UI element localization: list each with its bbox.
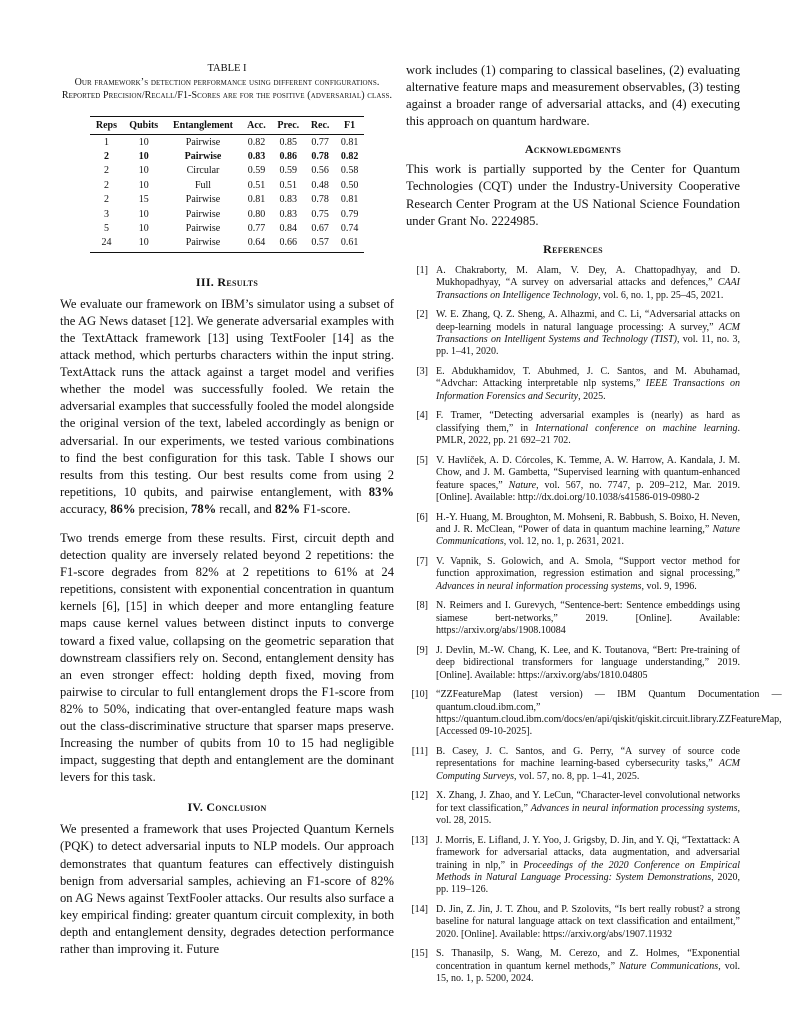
results-paragraph-2: Two trends emerge from these results. First, circuit depth and detection quality are inversely related beyond 2 repetitions: the F1-score degrades from 82% at 2 repetitions to 61% at 24 repetitions, consistent with exponential concentration in quantum kernels [6], [15] in which deeper and more entangling feature maps cause kernel values between distinct inputs to converge toward a fixed value, collapsing on the geometric separation that downstream classifiers rely on. Second, entanglement density has an even stronger effect: holding depth fixed, moving from pairwise to circular to full entanglement drops the F1-score from 82% to 50%, indicating that over-entangled feature maps wash out the class-discriminative structure that sparser maps preserve. Increasing the number of qubits from 10 to 15 had negligible impact, suggesting that depth and entanglement are the dominant levers for this task. (60, 530, 394, 785)
table-row (90, 178, 364, 192)
cell-prec: 0.83 (279, 208, 298, 220)
reference-number: [13] (411, 834, 428, 846)
reference-text (436, 746, 740, 783)
cell-qubits: 15 (138, 194, 149, 206)
cell-entanglement: Pairwise (185, 194, 221, 206)
reference-text (436, 512, 740, 549)
left-column (60, 62, 394, 958)
table-row (90, 221, 364, 235)
reference-text (436, 948, 740, 985)
col-header-acc: Acc. (241, 117, 271, 135)
reference-venue: Nature Communications (619, 960, 719, 972)
cell-acc: 0.82 (247, 136, 266, 148)
cell-qubits: 10 (138, 165, 149, 177)
cell-f1: 0.61 (335, 236, 364, 252)
cell-f1: 0.74 (340, 222, 359, 234)
cell-reps: 2 (103, 165, 109, 177)
reference-details: , vol. 12, no. 1, p. 2631, 2021. (503, 536, 625, 548)
reference-text (436, 556, 740, 593)
reference-venue: ACM Computing Surveys (436, 758, 740, 782)
reference-number: [11] (411, 746, 428, 758)
reference-body: J. Devlin, M.-W. Chang, K. Lee, and K. Toutanova, “Bert: Pre-training of deep bidirectional transformers for language understanding,” 2019. [Online]. Available: https://arxiv.org/abs/1810.04805 (436, 644, 740, 681)
reference-text (436, 410, 740, 447)
reference-item (406, 746, 740, 783)
table-body (90, 135, 364, 253)
cell-acc: 0.59 (247, 165, 266, 177)
table-row (90, 164, 364, 178)
cell-f1: 0.50 (340, 179, 359, 191)
cell-prec: 0.85 (279, 136, 298, 148)
acknowledgments-heading: Acknowledgments (524, 142, 622, 157)
cell-entanglement: Pairwise (185, 136, 221, 148)
best-f1: 82% (274, 501, 301, 516)
cell-entanglement: Pairwise (184, 150, 222, 162)
cell-f1: 0.58 (340, 165, 359, 177)
cell-qubits: 10 (138, 150, 149, 162)
reference-item (406, 309, 740, 359)
cell-prec: 0.86 (279, 150, 298, 162)
reference-item (406, 948, 740, 985)
reference-venue: IEEE Transactions on Information Forensics and Security (436, 378, 740, 402)
reference-item (406, 904, 740, 941)
cell-rec: 0.78 (311, 150, 329, 162)
cell-f1: 0.81 (340, 136, 359, 148)
reference-number: [2] (416, 309, 428, 321)
reference-text (436, 689, 782, 739)
cell-f1: 0.81 (340, 194, 359, 206)
reference-item (406, 512, 740, 549)
reference-body: N. Reimers and I. Gurevych, “Sentence-bert: Sentence embeddings using siamese bert-networks,” 2019. [Online]. Available: https://arxiv.org/abs/1908.10084 (436, 600, 740, 637)
reference-body: V. Vapnik, S. Golowich, and A. Smola, “Support vector method for function approximation, regression estimation and signal processing,” (436, 556, 740, 580)
reference-venue: ACM Transactions on Intelligent Systems and Technology (TIST) (436, 321, 740, 345)
reference-number: [7] (416, 556, 428, 567)
references-heading: References (543, 241, 603, 256)
results-p1-t2: precision, (135, 501, 192, 516)
reference-number: [6] (416, 511, 428, 523)
cell-entanglement: Full (194, 179, 212, 191)
cell-f1: 0.82 (340, 150, 359, 162)
reference-body: J. Morris, E. Lifland, J. Y. Yoo, J. Grigsby, D. Jin, and Y. Qi, “Textattack: A framework for adversarial attacks, data augmentation, and adversarial training in nlp,” in (436, 834, 740, 871)
cell-entanglement: Pairwise (185, 208, 221, 220)
conclusion-paragraph: We presented a framework that uses Projected Quantum Kernels (PQK) to detect adversarial inputs to NLP models. Our approach demonstrates that quantum features can effectively distinguish benign from adversarial samples, achieving an F1-score of 82% on AG News against TextFooler attacks. Our results also surface a key empirical finding: greater quantum circuit complexity, in both depth and entanglement density, degrades detection performance rather than improving it. Future (60, 822, 394, 957)
reference-venue: Nature Communications (436, 524, 740, 548)
cell-qubits: 10 (138, 179, 149, 191)
reference-details: , vol. 15, no. 1, p. 5200, 2024. (436, 960, 740, 985)
reference-item (406, 366, 740, 403)
cell-rec: 0.57 (305, 236, 335, 252)
reference-details: , vol. 57, no. 8, pp. 1–41, 2025. (514, 770, 640, 782)
reference-details: , vol. 11, no. 3, pp. 1–41, 2020. (436, 333, 740, 358)
reference-number: [12] (411, 790, 428, 802)
cell-acc: 0.77 (247, 222, 266, 234)
reference-details: , 2025. (578, 390, 606, 402)
cell-prec: 0.83 (279, 194, 298, 206)
reference-item (406, 835, 740, 897)
reference-venue: Advances in neural information processing systems (436, 580, 642, 592)
reference-number: [15] (411, 948, 428, 960)
reference-body: E. Abdukhamidov, T. Abuhmed, J. C. Santos, and M. Abuhamad, “Advchar: Attacking interpretable nlp systems,” (436, 365, 740, 390)
reference-text (436, 265, 740, 302)
col-header-prec: Prec. (271, 117, 305, 135)
reference-number: [14] (411, 904, 428, 916)
table-label: TABLE I (207, 63, 247, 74)
reference-text (436, 904, 740, 941)
results-p1-t1: accuracy, (60, 501, 111, 516)
reference-venue: Proceedings of the 2020 Conference on Empirical Methods in Natural Language Processing: System Demonstrations (436, 859, 740, 884)
acknowledgments-text: This work is partially supported by the Center for Quantum Technologies (CQT) under the Industry-University Cooperative Research Center Program at the US National Science Foundation under Grant No. 2224985. (406, 162, 740, 228)
results-p1-text: We evaluate our framework on IBM’s simulator using a subset of the AG News dataset [12]. We generate adversarial examples with the TextAttack framework [13] using TextFooler [14] as the attack method, which perturbs characters within the input string. TextAttack runs the attack against a target model and verifies whether the model was successfully fooled. We retain the adversarial examples that successfully fooled the model alongside the original version of the text, labeled accordingly as benign or adversarial. In our experiments, we tested various combinations to find the best configuration for this task. Table I shows our results from this testing. Our best results come from using 2 repetitions, 10 qubits, and pairwise entanglement, with (60, 296, 394, 499)
results-p1-t3: recall, and (216, 501, 275, 516)
reference-list (406, 264, 782, 986)
reference-body: V. Havlíček, A. D. Córcoles, K. Temme, A. W. Harrow, A. Kandala, J. M. Chow, and J. M. Gambetta, “Supervised learning with quantum-enhanced feature spaces,” (436, 454, 740, 491)
table-row (90, 193, 364, 207)
reference-text (436, 309, 740, 359)
cell-acc: 0.81 (247, 194, 266, 206)
cell-entanglement: Circular (186, 165, 220, 177)
reference-body: W. E. Zhang, Q. Z. Sheng, A. Alhazmi, and C. Li, “Adversarial attacks on deep-learning models in natural language processing: A survey,” (436, 309, 740, 333)
right-column (406, 62, 782, 993)
reference-details: , 2020, pp. 119–126. (436, 872, 740, 896)
results-paragraph-1 (60, 296, 394, 518)
reference-number: [8] (416, 600, 428, 612)
cell-qubits: 10 (123, 236, 165, 252)
reference-details: , vol. 6, no. 1, pp. 25–45, 2021. (598, 289, 724, 301)
reference-number: [3] (416, 365, 428, 377)
reference-number: [10] (411, 689, 428, 701)
reference-number: [5] (416, 454, 428, 466)
table-row (90, 236, 364, 252)
reference-item (406, 410, 740, 447)
reference-item (406, 645, 740, 682)
reference-details: . PMLR, 2022, pp. 21 692–21 702. (436, 422, 740, 447)
cell-entanglement: Pairwise (165, 236, 242, 252)
cell-prec: 0.59 (279, 165, 298, 177)
results-table (90, 116, 364, 253)
best-recall: 78% (191, 501, 217, 516)
reference-details: , vol. 28, 2015. (436, 802, 740, 827)
cell-qubits: 10 (138, 136, 149, 148)
col-header-f1: F1 (335, 117, 364, 135)
cell-prec: 0.84 (279, 222, 298, 234)
col-header-entanglement: Entanglement (165, 117, 242, 135)
reference-text (436, 600, 740, 637)
reference-body: H.-Y. Huang, M. Broughton, M. Mohseni, R. Babbush, S. Boixo, H. Neven, and J. R. McClean, “Power of data in quantum machine learning,” (436, 511, 740, 535)
cell-acc: 0.80 (247, 208, 266, 220)
cell-rec: 0.67 (311, 222, 329, 234)
reference-venue: CAAI Transactions on Intelligence Technology (436, 277, 740, 301)
cell-reps: 5 (103, 222, 109, 234)
reference-text (436, 645, 740, 682)
cell-reps: 2 (103, 150, 109, 162)
reference-number: [1] (416, 264, 428, 276)
reference-item (406, 689, 782, 739)
cell-prec: 0.51 (279, 179, 298, 191)
reference-text (436, 455, 740, 505)
cell-rec: 0.56 (311, 165, 329, 177)
col-header-rec: Rec. (305, 117, 335, 135)
table-description: Our framework’s detection performance using different configurations. Reported Precision/Recall/F1-Scores are for the positive (adversarial) class. (61, 77, 393, 101)
cell-reps: 2 (103, 179, 109, 191)
cell-qubits: 10 (138, 208, 149, 220)
reference-body: B. Casey, J. C. Santos, and G. Perry, “A survey of source code representations for machine learning-based cybersecurity tasks,” (436, 746, 740, 770)
reference-venue: Advances in neural information processing systems (530, 802, 738, 814)
reference-body: S. Thanasilp, S. Wang, M. Cerezo, and Z. Holmes, “Exponential concentration in quantum kernel methods,” (436, 948, 740, 972)
cell-acc: 0.64 (241, 236, 271, 252)
cell-entanglement: Pairwise (185, 222, 221, 234)
results-p1-t4: F1-score. (300, 501, 351, 516)
results-heading: III. Results (195, 274, 259, 289)
reference-body: A. Chakraborty, M. Alam, V. Dey, A. Chattopadhyay, and D. Mukhopadhyay, “A survey on adversarial attacks and defences,” (436, 264, 740, 289)
reference-item (406, 455, 740, 505)
reference-body: “ZZFeatureMap (latest version) — IBM Quantum Documentation — quantum.cloud.ibm.com,” https://quantum.cloud.ibm.com/docs/en/api/qiskit/qiskit.circuit.library.ZZFeatureMap, [Accessed 09-10-2025]. (436, 689, 782, 738)
cell-reps: 1 (103, 136, 109, 148)
reference-text (436, 835, 740, 897)
best-precision: 86% (110, 501, 136, 516)
table-header-row (90, 117, 364, 135)
cell-f1: 0.79 (340, 208, 359, 220)
reference-item (406, 790, 740, 827)
reference-body: X. Zhang, J. Zhao, and Y. LeCun, “Character-level convolutional networks for text classification,” (436, 790, 740, 814)
table-row (90, 149, 364, 163)
table-caption (60, 62, 394, 102)
reference-text (436, 366, 740, 403)
cell-prec: 0.66 (271, 236, 305, 252)
cell-reps: 24 (90, 236, 123, 252)
cell-rec: 0.75 (311, 208, 329, 220)
reference-body: D. Jin, Z. Jin, J. T. Zhou, and P. Szolovits, “Is bert really robust? a strong baseline for natural language attack on text classification and entailment,” 2020. [Online]. Available: https://arxiv.org/abs/1907.11932 (436, 904, 740, 940)
reference-venue: International conference on machine learning (535, 422, 738, 434)
cell-qubits: 10 (138, 222, 149, 234)
reference-number: [4] (416, 410, 428, 422)
reference-number: [9] (416, 644, 428, 656)
table-row (90, 135, 364, 150)
cell-rec: 0.78 (311, 194, 329, 206)
reference-item (406, 265, 740, 302)
conclusion-heading: IV. Conclusion (187, 800, 267, 815)
cell-rec: 0.77 (311, 136, 329, 148)
reference-details: , vol. 9, 1996. (641, 580, 697, 592)
cell-reps: 2 (103, 194, 109, 206)
reference-body: F. Tramer, “Detecting adversarial examples is (nearly) as hard as classifying them,” in (436, 410, 740, 434)
reference-venue: Nature (508, 479, 537, 491)
reference-item (406, 556, 740, 593)
cell-reps: 3 (103, 208, 109, 220)
col-header-reps: Reps (90, 117, 123, 135)
table-row (90, 207, 364, 221)
conclusion-continuation: work includes (1) comparing to classical baselines, (2) evaluating alternative feature maps and measurement observables, (3) testing against a broader range of adversarial attacks, and (4) executing this approach on quantum hardware. (406, 63, 740, 129)
reference-text (436, 790, 740, 827)
reference-details: , vol. 567, no. 7747, p. 209–212, Mar. 2019. [Online]. Available: http://dx.doi.org/10.1038/s41586-019-0980-2 (436, 479, 740, 503)
cell-acc: 0.83 (247, 150, 266, 162)
cell-acc: 0.51 (247, 179, 266, 191)
best-accuracy: 83% (368, 484, 394, 499)
cell-rec: 0.48 (311, 179, 329, 191)
col-header-qubits: Qubits (123, 117, 165, 135)
reference-item (406, 600, 740, 637)
